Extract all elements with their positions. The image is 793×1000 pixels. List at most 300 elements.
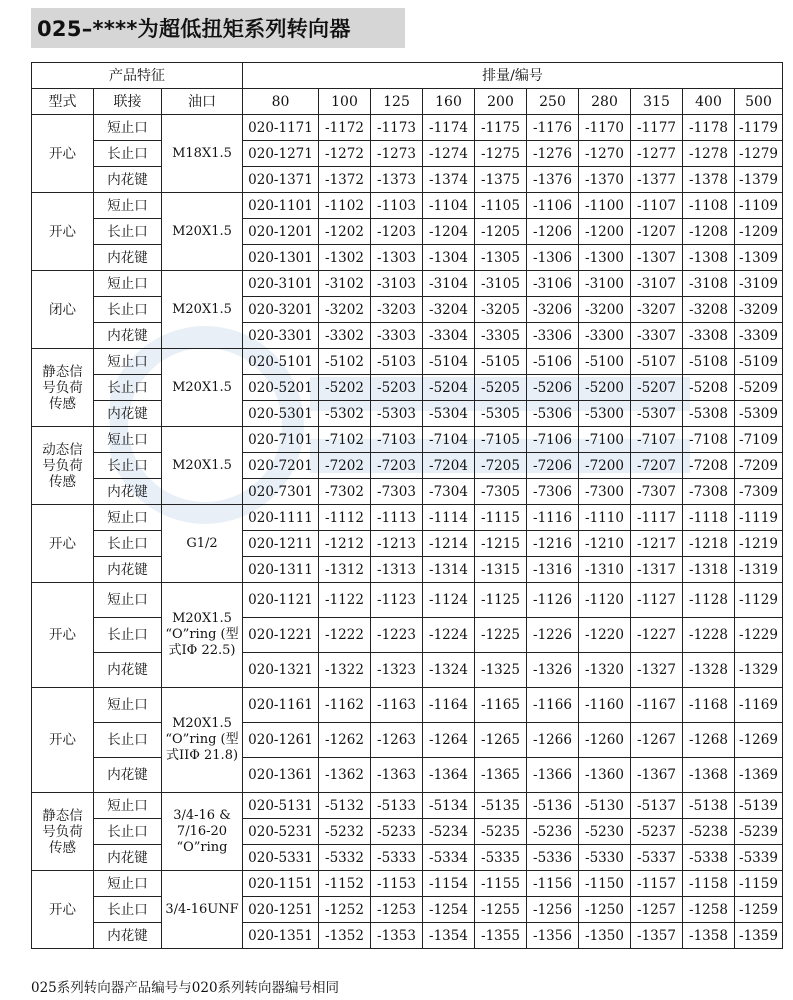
product-table: [31, 62, 783, 949]
code-cell: -1262: [319, 723, 371, 758]
code-cell: -1370: [579, 167, 631, 193]
code-cell: 020-1161: [243, 688, 319, 723]
table-row: [32, 141, 783, 167]
header-size-280: 280: [579, 89, 631, 115]
code-cell: -1356: [527, 923, 579, 949]
code-cell: -7206: [527, 453, 579, 479]
port-cell: 3/4-16UNF: [162, 871, 243, 949]
code-cell: -1274: [423, 141, 475, 167]
header-size-160: 160: [423, 89, 475, 115]
code-cell: -1109: [735, 193, 783, 219]
code-cell: -5200: [579, 375, 631, 401]
code-cell: -7104: [423, 427, 475, 453]
code-cell: -7300: [579, 479, 631, 505]
connection-cell: 内花键: [94, 401, 162, 427]
code-cell: 020-1211: [243, 531, 319, 557]
code-cell: -5204: [423, 375, 475, 401]
type-cell: 闭心: [32, 271, 94, 349]
table-row: [32, 245, 783, 271]
code-cell: -1169: [735, 688, 783, 723]
code-cell: -1152: [319, 871, 371, 897]
code-cell: 020-5201: [243, 375, 319, 401]
code-cell: -5106: [527, 349, 579, 375]
table-row: [32, 531, 783, 557]
code-cell: -1119: [735, 505, 783, 531]
code-cell: -5133: [371, 793, 423, 819]
connection-cell: 长止口: [94, 531, 162, 557]
code-cell: -5233: [371, 819, 423, 845]
table-row: [32, 427, 783, 453]
header-port: 油口: [162, 89, 243, 115]
connection-cell: 内花键: [94, 557, 162, 583]
code-cell: -7200: [579, 453, 631, 479]
code-cell: -1204: [423, 219, 475, 245]
code-cell: -5300: [579, 401, 631, 427]
code-cell: 020-1221: [243, 618, 319, 653]
code-cell: 020-1351: [243, 923, 319, 949]
code-cell: -3305: [475, 323, 527, 349]
header-size-100: 100: [319, 89, 371, 115]
code-cell: -3302: [319, 323, 371, 349]
header-size-80: 80: [243, 89, 319, 115]
code-cell: -1363: [371, 758, 423, 793]
code-cell: 020-3201: [243, 297, 319, 323]
code-cell: -7109: [735, 427, 783, 453]
code-cell: -3105: [475, 271, 527, 297]
code-cell: 020-7101: [243, 427, 319, 453]
code-cell: -1279: [735, 141, 783, 167]
code-cell: 020-5101: [243, 349, 319, 375]
header-row-1: [32, 63, 783, 89]
table-row: [32, 505, 783, 531]
table-row: [32, 401, 783, 427]
code-cell: -5230: [579, 819, 631, 845]
code-cell: -5137: [631, 793, 683, 819]
code-cell: -1263: [371, 723, 423, 758]
code-cell: -1367: [631, 758, 683, 793]
code-cell: -1256: [527, 897, 579, 923]
table-row: [32, 557, 783, 583]
code-cell: -1260: [579, 723, 631, 758]
port-cell: M20X1.5: [162, 349, 243, 427]
code-cell: -5208: [683, 375, 735, 401]
code-cell: -1364: [423, 758, 475, 793]
code-cell: -1156: [527, 871, 579, 897]
code-cell: -5335: [475, 845, 527, 871]
code-cell: -7308: [683, 479, 735, 505]
table-row: [32, 845, 783, 871]
code-cell: -5207: [631, 375, 683, 401]
code-cell: -3107: [631, 271, 683, 297]
connection-cell: 内花键: [94, 479, 162, 505]
code-cell: -5104: [423, 349, 475, 375]
code-cell: -7205: [475, 453, 527, 479]
connection-cell: 内花键: [94, 845, 162, 871]
connection-cell: 内花键: [94, 758, 162, 793]
code-cell: -1213: [371, 531, 423, 557]
code-cell: -5135: [475, 793, 527, 819]
code-cell: -1366: [527, 758, 579, 793]
header-row-2: [32, 89, 783, 115]
type-cell: 开心: [32, 688, 94, 793]
table-row: [32, 375, 783, 401]
code-cell: 020-1171: [243, 115, 319, 141]
code-cell: -1303: [371, 245, 423, 271]
code-cell: -7204: [423, 453, 475, 479]
code-cell: 020-5231: [243, 819, 319, 845]
code-cell: -1320: [579, 653, 631, 688]
code-cell: -1208: [683, 219, 735, 245]
table-row: [32, 793, 783, 819]
connection-cell: 长止口: [94, 297, 162, 323]
code-cell: -1379: [735, 167, 783, 193]
connection-cell: 短止口: [94, 427, 162, 453]
code-cell: -7209: [735, 453, 783, 479]
code-cell: -1355: [475, 923, 527, 949]
code-cell: -3308: [683, 323, 735, 349]
code-cell: -5334: [423, 845, 475, 871]
code-cell: -1129: [735, 583, 783, 618]
table-row: [32, 323, 783, 349]
code-cell: -5330: [579, 845, 631, 871]
code-cell: -3206: [527, 297, 579, 323]
table-row: [32, 723, 783, 758]
code-cell: -1375: [475, 167, 527, 193]
code-cell: -5100: [579, 349, 631, 375]
code-cell: -1178: [683, 115, 735, 141]
code-cell: 020-1151: [243, 871, 319, 897]
code-cell: -5234: [423, 819, 475, 845]
code-cell: -5108: [683, 349, 735, 375]
code-cell: -1318: [683, 557, 735, 583]
code-cell: -1223: [371, 618, 423, 653]
code-cell: -5307: [631, 401, 683, 427]
code-cell: 020-1271: [243, 141, 319, 167]
code-cell: -1168: [683, 688, 735, 723]
code-cell: -1210: [579, 531, 631, 557]
code-cell: -3208: [683, 297, 735, 323]
code-cell: -1122: [319, 583, 371, 618]
code-cell: -5339: [735, 845, 783, 871]
code-cell: 020-1121: [243, 583, 319, 618]
header-size-125: 125: [371, 89, 423, 115]
type-cell: 动态信 号负荷 传感: [32, 427, 94, 505]
code-cell: 020-7301: [243, 479, 319, 505]
code-cell: -3204: [423, 297, 475, 323]
code-cell: 020-5331: [243, 845, 319, 871]
code-cell: -5203: [371, 375, 423, 401]
code-cell: -3304: [423, 323, 475, 349]
code-cell: -1218: [683, 531, 735, 557]
code-cell: 020-1311: [243, 557, 319, 583]
code-cell: -1305: [475, 245, 527, 271]
port-cell: M20X1.5 “O”ring (型式IΦ 22.5): [162, 583, 243, 688]
connection-cell: 长止口: [94, 453, 162, 479]
connection-cell: 长止口: [94, 897, 162, 923]
code-cell: -1328: [683, 653, 735, 688]
code-cell: -1358: [683, 923, 735, 949]
code-cell: -1226: [527, 618, 579, 653]
code-cell: -1365: [475, 758, 527, 793]
type-cell: 静态信 号负荷 传感: [32, 349, 94, 427]
code-cell: -1175: [475, 115, 527, 141]
code-cell: -1357: [631, 923, 683, 949]
code-cell: -3203: [371, 297, 423, 323]
code-cell: -3309: [735, 323, 783, 349]
connection-cell: 内花键: [94, 245, 162, 271]
code-cell: -1107: [631, 193, 683, 219]
code-cell: -1205: [475, 219, 527, 245]
type-cell: 开心: [32, 193, 94, 271]
code-cell: -1368: [683, 758, 735, 793]
header-size-400: 400: [683, 89, 735, 115]
code-cell: -1304: [423, 245, 475, 271]
code-cell: -1120: [579, 583, 631, 618]
code-cell: -1128: [683, 583, 735, 618]
code-cell: -1102: [319, 193, 371, 219]
connection-cell: 短止口: [94, 349, 162, 375]
type-cell: 静态信 号负荷 传感: [32, 793, 94, 871]
code-cell: -5102: [319, 349, 371, 375]
code-cell: -1200: [579, 219, 631, 245]
code-cell: -3108: [683, 271, 735, 297]
code-cell: 020-1361: [243, 758, 319, 793]
code-cell: -1250: [579, 897, 631, 923]
table-row: [32, 871, 783, 897]
table-row: [32, 193, 783, 219]
code-cell: -1314: [423, 557, 475, 583]
code-cell: -1266: [527, 723, 579, 758]
code-cell: -1268: [683, 723, 735, 758]
code-cell: -7106: [527, 427, 579, 453]
code-cell: -1212: [319, 531, 371, 557]
page-title: 025–****为超低扭矩系列转向器: [31, 8, 405, 48]
code-cell: -1104: [423, 193, 475, 219]
code-cell: -7108: [683, 427, 735, 453]
code-cell: -1229: [735, 618, 783, 653]
connection-cell: 短止口: [94, 688, 162, 723]
connection-cell: 短止口: [94, 271, 162, 297]
code-cell: -7207: [631, 453, 683, 479]
code-cell: 020-1321: [243, 653, 319, 688]
code-cell: -1316: [527, 557, 579, 583]
code-cell: -1372: [319, 167, 371, 193]
code-cell: 020-5131: [243, 793, 319, 819]
code-cell: -5205: [475, 375, 527, 401]
code-cell: -1172: [319, 115, 371, 141]
table-row: [32, 819, 783, 845]
code-cell: -1165: [475, 688, 527, 723]
code-cell: -1157: [631, 871, 683, 897]
code-cell: -1300: [579, 245, 631, 271]
header-features: 产品特征: [32, 63, 243, 89]
code-cell: -5103: [371, 349, 423, 375]
code-cell: -5336: [527, 845, 579, 871]
header-size-200: 200: [475, 89, 527, 115]
code-cell: -1222: [319, 618, 371, 653]
code-cell: -1323: [371, 653, 423, 688]
table-row: [32, 115, 783, 141]
code-cell: -1322: [319, 653, 371, 688]
code-cell: -5235: [475, 819, 527, 845]
code-cell: -1362: [319, 758, 371, 793]
connection-cell: 短止口: [94, 115, 162, 141]
code-cell: -3205: [475, 297, 527, 323]
code-cell: -1272: [319, 141, 371, 167]
table-row: [32, 758, 783, 793]
code-cell: -1275: [475, 141, 527, 167]
code-cell: -1158: [683, 871, 735, 897]
code-cell: -5232: [319, 819, 371, 845]
code-cell: -1253: [371, 897, 423, 923]
code-cell: -7309: [735, 479, 783, 505]
connection-cell: 短止口: [94, 193, 162, 219]
table-row: [32, 897, 783, 923]
code-cell: -1220: [579, 618, 631, 653]
code-cell: -1327: [631, 653, 683, 688]
code-cell: -1217: [631, 531, 683, 557]
table-row: [32, 453, 783, 479]
code-cell: -5132: [319, 793, 371, 819]
code-cell: -1105: [475, 193, 527, 219]
type-cell: 开心: [32, 871, 94, 949]
connection-cell: 长止口: [94, 141, 162, 167]
code-cell: -3103: [371, 271, 423, 297]
code-cell: -1225: [475, 618, 527, 653]
type-cell: 开心: [32, 115, 94, 193]
code-cell: -1373: [371, 167, 423, 193]
type-cell: 开心: [32, 505, 94, 583]
code-cell: -5134: [423, 793, 475, 819]
code-cell: -1254: [423, 897, 475, 923]
code-cell: -3303: [371, 323, 423, 349]
code-cell: -7203: [371, 453, 423, 479]
code-cell: -1224: [423, 618, 475, 653]
code-cell: -1155: [475, 871, 527, 897]
code-cell: -5236: [527, 819, 579, 845]
port-cell: 3/4-16 & 7/16-20 “O”ring: [162, 793, 243, 871]
code-cell: -1350: [579, 923, 631, 949]
code-cell: -1108: [683, 193, 735, 219]
code-cell: -1206: [527, 219, 579, 245]
code-cell: -1308: [683, 245, 735, 271]
header-size-500: 500: [735, 89, 783, 115]
code-cell: -1173: [371, 115, 423, 141]
code-cell: -1258: [683, 897, 735, 923]
connection-cell: 长止口: [94, 723, 162, 758]
code-cell: -1125: [475, 583, 527, 618]
code-cell: -1376: [527, 167, 579, 193]
code-cell: -7304: [423, 479, 475, 505]
code-cell: -1306: [527, 245, 579, 271]
code-cell: -3202: [319, 297, 371, 323]
code-cell: -1215: [475, 531, 527, 557]
code-cell: -1166: [527, 688, 579, 723]
code-cell: -1374: [423, 167, 475, 193]
code-cell: -5209: [735, 375, 783, 401]
code-cell: -5338: [683, 845, 735, 871]
connection-cell: 短止口: [94, 583, 162, 618]
code-cell: -1377: [631, 167, 683, 193]
port-cell: M20X1.5 “O”ring (型式IIΦ 21.8): [162, 688, 243, 793]
code-cell: -1369: [735, 758, 783, 793]
code-cell: 020-1201: [243, 219, 319, 245]
code-cell: -1313: [371, 557, 423, 583]
connection-cell: 短止口: [94, 871, 162, 897]
code-cell: -1359: [735, 923, 783, 949]
code-cell: -1179: [735, 115, 783, 141]
code-cell: -1326: [527, 653, 579, 688]
connection-cell: 内花键: [94, 323, 162, 349]
code-cell: -1160: [579, 688, 631, 723]
code-cell: -1126: [527, 583, 579, 618]
code-cell: 020-1101: [243, 193, 319, 219]
type-cell: 开心: [32, 583, 94, 688]
code-cell: -7303: [371, 479, 423, 505]
header-displacement: 排量/编号: [243, 63, 783, 89]
code-cell: -7202: [319, 453, 371, 479]
code-cell: -1325: [475, 653, 527, 688]
code-cell: -1264: [423, 723, 475, 758]
code-cell: -3307: [631, 323, 683, 349]
code-cell: -1118: [683, 505, 735, 531]
code-cell: -3104: [423, 271, 475, 297]
code-cell: 020-5301: [243, 401, 319, 427]
table-row: [32, 271, 783, 297]
code-cell: -1270: [579, 141, 631, 167]
code-cell: -1354: [423, 923, 475, 949]
code-cell: -1112: [319, 505, 371, 531]
code-cell: -1114: [423, 505, 475, 531]
code-cell: -1216: [527, 531, 579, 557]
port-cell: G1/2: [162, 505, 243, 583]
code-cell: -5130: [579, 793, 631, 819]
code-cell: -1317: [631, 557, 683, 583]
code-cell: -5305: [475, 401, 527, 427]
connection-cell: 长止口: [94, 219, 162, 245]
code-cell: -1267: [631, 723, 683, 758]
port-cell: M18X1.5: [162, 115, 243, 193]
code-cell: -3100: [579, 271, 631, 297]
code-cell: -5138: [683, 793, 735, 819]
code-cell: -5239: [735, 819, 783, 845]
header-size-315: 315: [631, 89, 683, 115]
code-cell: -3106: [527, 271, 579, 297]
code-cell: -1257: [631, 897, 683, 923]
code-cell: -1115: [475, 505, 527, 531]
header-size-250: 250: [527, 89, 579, 115]
code-cell: -7102: [319, 427, 371, 453]
header-type: 型式: [32, 89, 94, 115]
header-connection: 联接: [94, 89, 162, 115]
code-cell: -7302: [319, 479, 371, 505]
code-cell: -5202: [319, 375, 371, 401]
connection-cell: 内花键: [94, 923, 162, 949]
code-cell: -5109: [735, 349, 783, 375]
port-cell: M20X1.5: [162, 193, 243, 271]
code-cell: -1319: [735, 557, 783, 583]
table-row: [32, 653, 783, 688]
code-cell: -1174: [423, 115, 475, 141]
connection-cell: 长止口: [94, 618, 162, 653]
code-cell: -7305: [475, 479, 527, 505]
code-cell: -1162: [319, 688, 371, 723]
code-cell: -1214: [423, 531, 475, 557]
code-cell: -7306: [527, 479, 579, 505]
table-row: [32, 349, 783, 375]
code-cell: -3102: [319, 271, 371, 297]
code-cell: -7103: [371, 427, 423, 453]
